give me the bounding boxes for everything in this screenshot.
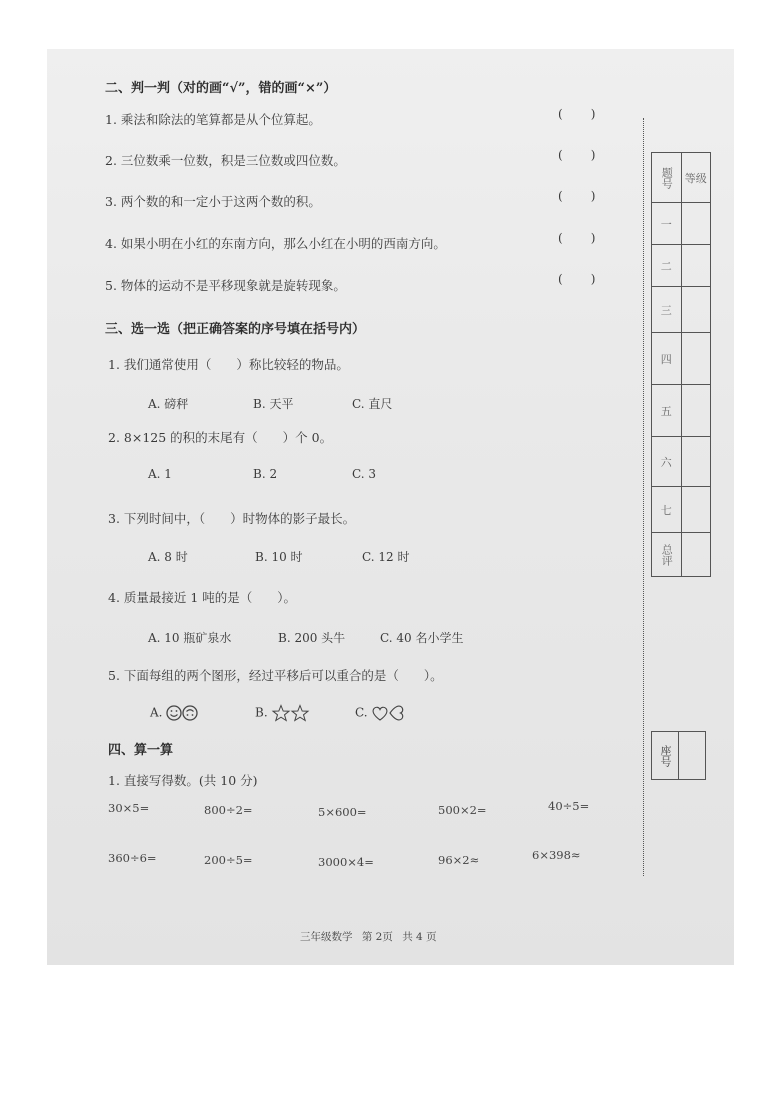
s2-q2: 2. 三位数乘一位数，积是三位数或四位数。: [105, 153, 346, 168]
s3-q1: 1. 我们通常使用（ ）称比较轻的物品。: [108, 357, 349, 372]
calc-item[interactable]: 200÷5=: [204, 853, 253, 867]
calc-item[interactable]: 40÷5=: [548, 799, 590, 813]
s4-sub1-title: 1. 直接写得数。(共 10 分): [108, 773, 258, 788]
score-row-label: 七: [652, 487, 682, 533]
s2-q4-answer-blank[interactable]: ( ): [558, 231, 596, 245]
s3-q3: 3. 下列时间中，（ ）时物体的影子最长。: [108, 511, 356, 526]
score-row-label: 一: [652, 203, 682, 245]
seat-number-label: 座号: [652, 732, 679, 780]
section-3-title: 三、选一选（把正确答案的序号填在括号内）: [105, 322, 366, 337]
score-cell[interactable]: [681, 487, 711, 533]
calc-item[interactable]: 5×600=: [318, 805, 367, 819]
score-table: [651, 152, 711, 577]
score-row-label: 三: [652, 287, 682, 333]
calc-item[interactable]: 96×2≈: [438, 853, 480, 867]
calc-item[interactable]: 500×2=: [438, 803, 487, 817]
s3-q5-option-a[interactable]: [150, 704, 200, 722]
calc-item[interactable]: 3000×4=: [318, 855, 374, 869]
s2-q5: 5. 物体的运动不是平移现象就是旋转现象。: [105, 278, 346, 293]
section-2-title: 二、判一判（对的画“√”，错的画“×”）: [105, 81, 337, 96]
s2-q2-answer-blank[interactable]: ( ): [558, 148, 596, 162]
score-cell[interactable]: [681, 385, 711, 437]
s3-q1-option-b[interactable]: B. 天平: [253, 397, 294, 411]
option-c-label: C.: [355, 705, 368, 720]
s2-q3-answer-blank[interactable]: ( ): [558, 189, 596, 203]
score-header-item: 题号: [652, 153, 682, 203]
s2-q1-answer-blank[interactable]: ( ): [558, 107, 596, 121]
s3-q2: 2. 8×125 的积的末尾有（ ）个 0。: [108, 430, 333, 445]
page-footer: [300, 929, 443, 944]
s2-q3: 3. 两个数的和一定小于这两个数的积。: [105, 194, 321, 209]
score-row-label: 六: [652, 437, 682, 487]
score-cell[interactable]: [681, 203, 711, 245]
footer-subject: 三年级数学: [300, 931, 353, 943]
calc-item[interactable]: 30×5=: [108, 801, 150, 815]
binding-dotted-line: [643, 118, 644, 876]
seat-number-field[interactable]: [679, 732, 706, 780]
option-b-label: B.: [255, 705, 268, 720]
score-cell[interactable]: [681, 533, 711, 577]
exam-sheet: [47, 49, 734, 965]
s3-q3-option-c[interactable]: C. 12 时: [362, 550, 410, 564]
s3-q4-option-c[interactable]: C. 40 名小学生: [380, 631, 464, 645]
section-4-title: 四、算一算: [108, 743, 174, 758]
score-cell[interactable]: [681, 437, 711, 487]
calc-item[interactable]: 360÷6=: [108, 851, 157, 865]
s3-q4-option-b[interactable]: B. 200 头牛: [278, 631, 346, 645]
s3-q3-option-b[interactable]: B. 10 时: [255, 550, 303, 564]
footer-total: 共 4 页: [402, 931, 437, 943]
s3-q4: 4. 质量最接近 1 吨的是（ ）。: [108, 590, 297, 605]
calc-item[interactable]: 6×398≈: [532, 848, 581, 862]
score-cell[interactable]: [681, 245, 711, 287]
two-hearts-icon: [371, 704, 407, 722]
seat-number-box: [651, 731, 706, 780]
smiley-faces-icon: [166, 704, 200, 722]
footer-page: 第 2页: [361, 931, 393, 943]
score-header-grade: 等级: [681, 153, 711, 203]
score-row-label: 五: [652, 385, 682, 437]
score-cell[interactable]: [681, 287, 711, 333]
s2-q4: 4. 如果小明在小红的东南方向，那么小红在小明的西南方向。: [105, 236, 446, 251]
score-row-label: 二: [652, 245, 682, 287]
s2-q5-answer-blank[interactable]: ( ): [558, 272, 596, 286]
s3-q2-option-c[interactable]: C. 3: [352, 467, 377, 481]
s3-q1-option-c[interactable]: C. 直尺: [352, 397, 393, 411]
s3-q3-option-a[interactable]: A. 8 时: [148, 550, 188, 564]
s3-q5: 5. 下面每组的两个图形，经过平移后可以重合的是（ ）。: [108, 668, 443, 683]
s3-q5-option-c[interactable]: [355, 704, 407, 722]
score-row-label: 四: [652, 333, 682, 385]
two-stars-icon: [271, 704, 311, 722]
s2-q1: 1. 乘法和除法的笔算都是从个位算起。: [105, 112, 321, 127]
option-a-label: A.: [150, 705, 163, 720]
calc-item[interactable]: 800÷2=: [204, 803, 253, 817]
s3-q2-option-a[interactable]: A. 1: [148, 467, 172, 481]
score-row-label: 总评: [652, 533, 682, 577]
s3-q5-option-b[interactable]: [255, 704, 311, 722]
s3-q1-option-a[interactable]: A. 磅秤: [148, 397, 189, 411]
s3-q4-option-a[interactable]: A. 10 瓶矿泉水: [148, 631, 232, 645]
score-cell[interactable]: [681, 333, 711, 385]
s3-q2-option-b[interactable]: B. 2: [253, 467, 278, 481]
